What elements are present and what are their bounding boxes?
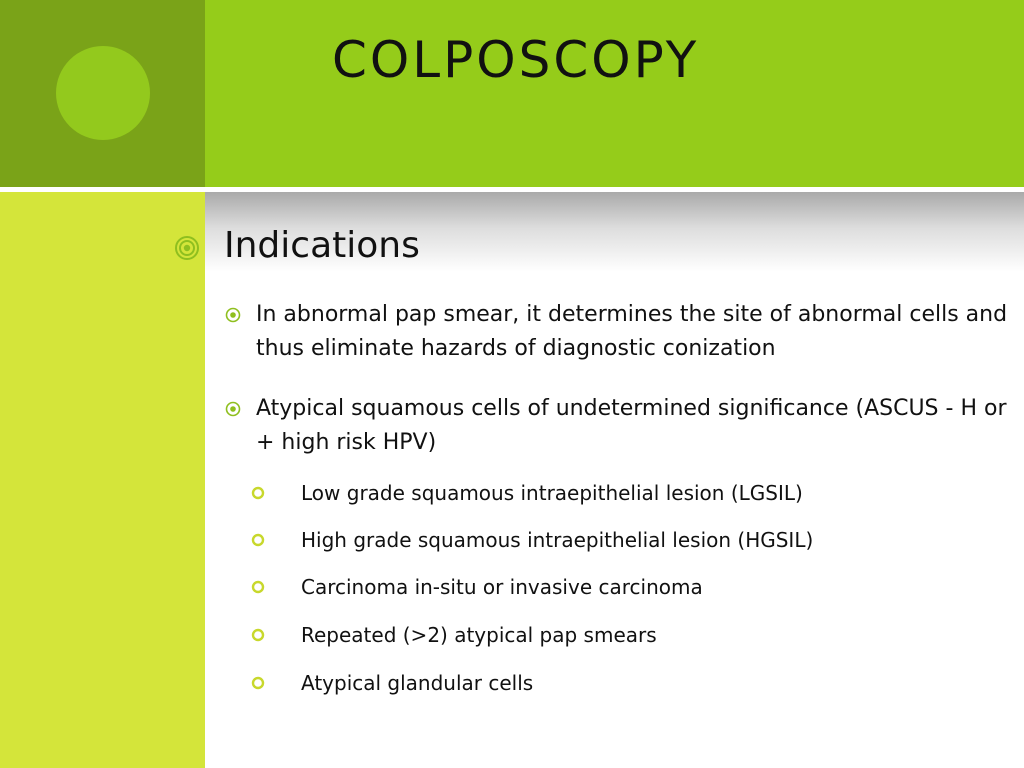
- ring-bullet-icon: [251, 580, 265, 594]
- ring-bullet-icon: [251, 486, 265, 500]
- dot-circle-bullet-icon: [225, 307, 241, 323]
- ring-bullet-icon: [251, 628, 265, 642]
- point-1: In abnormal pap smear, it determines the site of abnormal cells and thus eliminate hazards of diagnostic conization: [256, 302, 1008, 361]
- subpoint-4: Repeated (>2) atypical pap smears: [301, 623, 657, 647]
- slide-title: COLPOSCOPY: [332, 31, 700, 89]
- dot-circle-bullet-icon: [225, 401, 241, 417]
- ring-bullet-icon: [251, 533, 265, 547]
- section-heading: Indications: [224, 225, 420, 266]
- subpoint-3: Carcinoma in-situ or invasive carcinoma: [301, 575, 703, 599]
- ring-bullet-icon: [251, 676, 265, 690]
- subpoint-2: High grade squamous intraepithelial lesion (HGSIL): [301, 528, 814, 552]
- point-2: Atypical squamous cells of undetermined significance (ASCUS - H or + high risk HPV): [256, 396, 1007, 455]
- subpoint-5: Atypical glandular cells: [301, 671, 534, 695]
- target-bullet-icon: [174, 235, 200, 261]
- subpoint-1: Low grade squamous intraepithelial lesion (LGSIL): [301, 481, 803, 505]
